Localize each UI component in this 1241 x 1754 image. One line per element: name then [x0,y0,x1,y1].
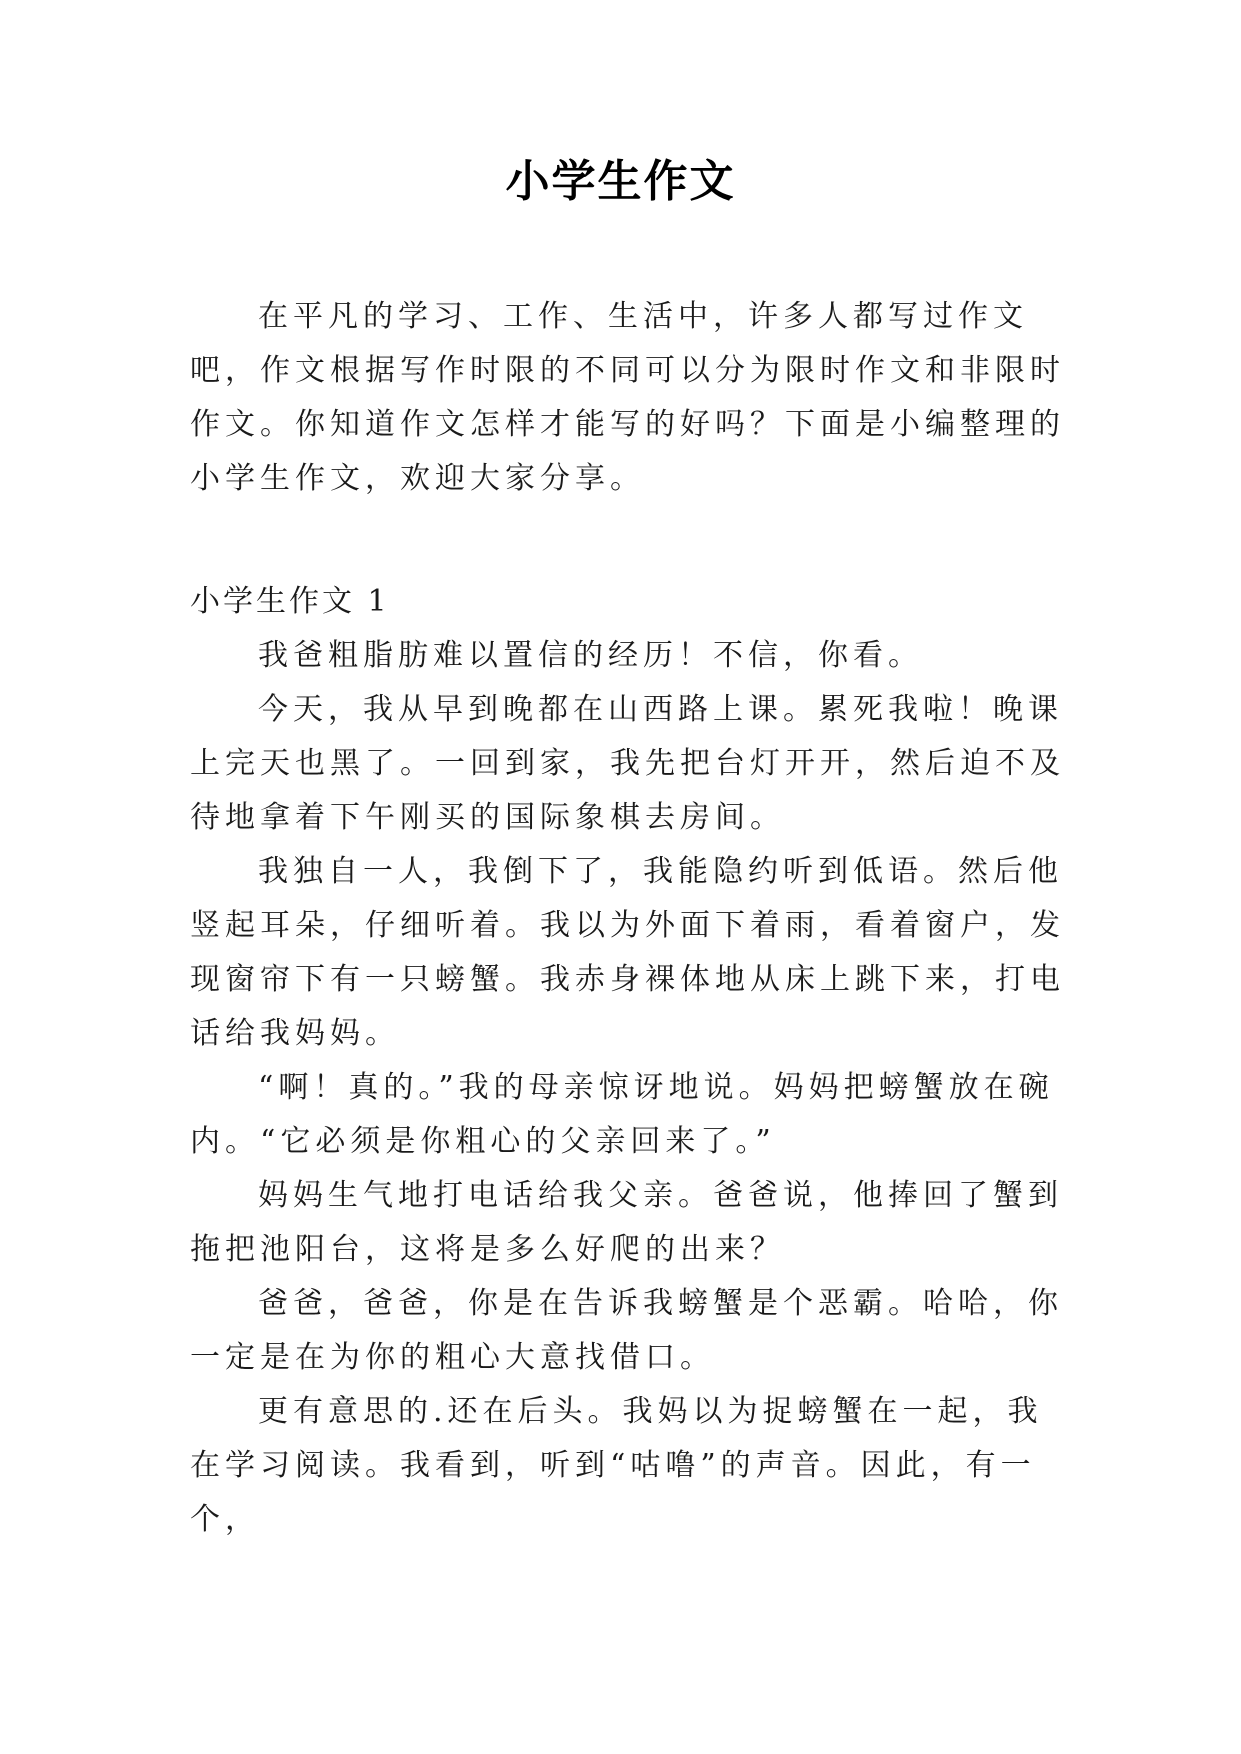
essay-paragraph-4: “啊！真的。”我的母亲惊讶地说。妈妈把螃蟹放在碗内。“它必须是你粗心的父亲回来了。” [190,1070,1054,1159]
intro-section [190,290,1066,506]
essay-paragraph-6: 爸爸，爸爸，你是在告诉我螃蟹是个恶霸。哈哈，你一定是在为你的粗心大意找借口。 [190,1286,1063,1375]
essay-paragraph-5: 妈妈生气地打电话给我父亲。爸爸说，他捧回了蟹到拖把池阳台，这将是多么好爬的出来？ [190,1178,1063,1267]
essay-section [190,575,1066,1547]
essay-heading: 小学生作文 1 [190,584,390,619]
essay-paragraph-3: 我独自一人，我倒下了，我能隐约听到低语。然后他竖起耳朵，仔细听着。我以为外面下着雨，看着窗户，发现窗帘下有一只螃蟹。我赤身裸体地从床上跳下来，打电话给我妈妈。 [190,854,1065,1051]
document-title: 小学生作文 [505,156,736,207]
essay-paragraph-2: 今天，我从早到晚都在山西路上课。累死我啦！晚课上完天也黑了。一回到家，我先把台灯开开，然后迫不及待地拿着下午刚买的国际象棋去房间。 [190,692,1065,835]
essay-paragraph-7: 更有意思的.还在后头。我妈以为捉螃蟹在一起，我在学习阅读。我看到，听到“咕噜”的声音。因此，有一个， [190,1394,1043,1537]
essay-paragraph-1: 我爸粗脂肪难以置信的经历！不信，你看。 [258,638,923,673]
intro-paragraph: 在平凡的学习、工作、生活中，许多人都写过作文吧，作文根据写作时限的不同可以分为限时作文和非限时作文。你知道作文怎样才能写的好吗？下面是小编整理的小学生作文，欢迎大家分享。 [190,299,1065,496]
